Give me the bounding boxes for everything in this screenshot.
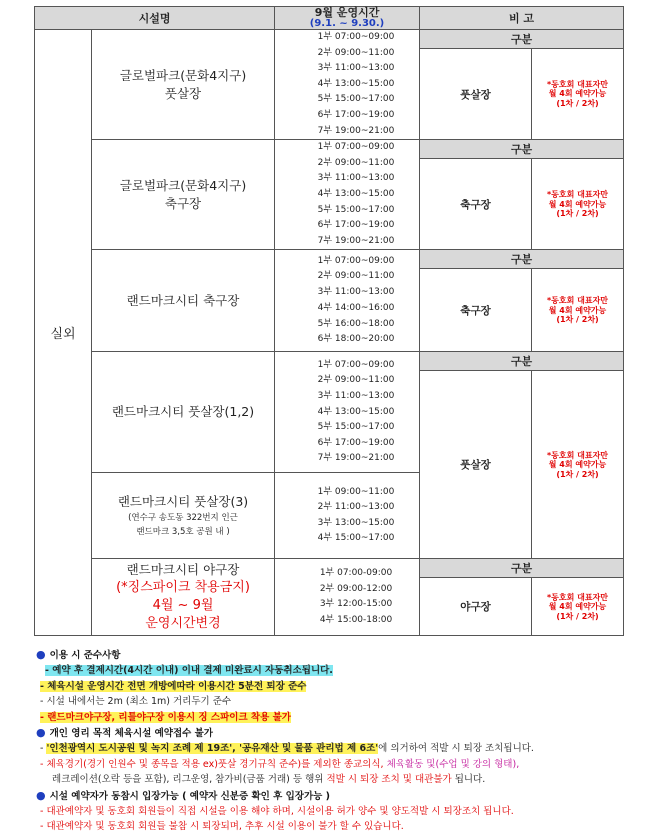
note-line: *동호회 대표자만 (546, 450, 609, 460)
reservation-note (532, 578, 624, 636)
time-slot: 4부 13:00~15:00 (317, 78, 395, 89)
bullet-icon: ● (36, 648, 46, 661)
note-line: 월 4회 예약가능 (548, 460, 607, 470)
facility-name (92, 473, 275, 559)
header-facility: 시설명 (35, 7, 275, 30)
facility-type: 축구장 (420, 269, 532, 352)
time-slot: 2부 09:00~11:00 (317, 157, 395, 168)
facility-address-line: 랜드마크 3,5호 공원 내 ) (136, 526, 230, 537)
time-slots (275, 30, 420, 140)
reservation-note (532, 49, 624, 140)
period-change: 4월 ~ 9월 (152, 598, 214, 614)
time-slot: 7부 19:00~21:00 (317, 235, 395, 246)
note-line: (1차 / 2차) (556, 98, 599, 108)
kubun-header: 구분 (420, 559, 624, 578)
time-slot: 2부 09:00~11:00 (317, 271, 395, 282)
time-slot: 1부 09:00~11:00 (317, 486, 395, 497)
notes-section-title (36, 788, 636, 804)
time-slot: 4부 14:00~16:00 (317, 302, 395, 313)
note-line: (1차 / 2차) (556, 611, 599, 621)
note-line (36, 741, 636, 756)
note-line: 월 4회 예약가능 (548, 199, 607, 209)
time-slot: 7부 19:00~21:00 (317, 453, 395, 464)
facility-name (92, 559, 275, 636)
time-slots (275, 352, 420, 473)
section-heading: 시설 예약자가 동참시 입장가능 ( 예약자 신분증 확인 후 입장가능 ) (49, 790, 330, 802)
note-line (36, 679, 636, 694)
time-slots (275, 140, 420, 250)
note-text: - 체육경기(경기 인원수 및 종목을 적용 ex)풋살 경기규칙 준수)를 제외한 종교의식, (40, 758, 387, 770)
law-reference: '인천광역시 도시공원 및 녹지 조례 제 19조', '공유재산 및 물품 관리법 제 6조' (46, 743, 379, 755)
spike-warning: (*징스파이크 착용금지) (116, 580, 250, 596)
distancing-notice: - 시설 내에서는 2m (최소 1m) 거리두기 준수 (40, 696, 232, 708)
time-slots (275, 250, 420, 352)
kubun-header: 구분 (420, 140, 624, 159)
note-line: *동호회 대표자만 (546, 296, 609, 306)
header-remark: 비 고 (420, 7, 624, 30)
note-line (36, 757, 636, 772)
time-slot: 3부 11:00~13:00 (317, 63, 395, 74)
note-line: (1차 / 2차) (556, 469, 599, 479)
bullet-icon: ● (36, 726, 46, 740)
time-slot: 6부 18:00~20:00 (317, 334, 395, 345)
time-slot: 3부 11:00~13:00 (317, 173, 395, 184)
header-schedule-title: 9월 운영시간 (314, 6, 380, 19)
notes-section-title (36, 647, 636, 663)
facility-name-line: 글로벌파크(문화4지구) (119, 177, 247, 193)
time-slot: 3부 11:00~13:00 (317, 390, 395, 401)
facility-address-line: (연수구 송도동 322번지 인근 (128, 512, 238, 523)
note-line: 월 4회 예약가능 (548, 602, 607, 612)
facility-type: 축구장 (420, 159, 532, 250)
facility-name (92, 250, 275, 352)
time-slot: 3부 12:00-15:00 (319, 599, 393, 610)
time-slot: 6부 17:00~19:00 (317, 220, 395, 231)
time-slot: 5부 15:00~17:00 (317, 204, 395, 215)
facility-name (92, 352, 275, 473)
reservation-note (532, 269, 624, 352)
facility-name-line: 글로벌파크(문화4지구) (119, 67, 247, 83)
time-slot: 4부 13:00~15:00 (317, 406, 395, 417)
time-slot: 4부 13:00~15:00 (317, 188, 395, 199)
note-line: 월 4회 예약가능 (548, 305, 607, 315)
facility-name-line: 축구장 (164, 195, 202, 211)
header-schedule (275, 7, 420, 30)
time-slot: 4부 15:00-18:00 (319, 614, 393, 625)
note-line: *동호회 대표자만 (546, 190, 609, 200)
time-slot: 7부 19:00~21:00 (317, 125, 395, 136)
facility-type: 야구장 (420, 578, 532, 636)
kubun-header: 구분 (420, 30, 624, 49)
time-slot: 6부 17:00~19:00 (317, 109, 395, 120)
schedule-table (34, 6, 624, 636)
spike-notice: - 랜드마크야구장, 리틀야구장 이용시 징 스파이크 착용 불가 (40, 711, 291, 723)
time-slot: 2부 11:00~13:00 (317, 502, 395, 513)
note-line: *동호회 대표자만 (546, 79, 609, 89)
note-line: 월 4회 예약가능 (548, 89, 607, 99)
facility-name-line: 랜드마크시티 야구장 (126, 562, 240, 578)
facility-type: 풋살장 (420, 371, 532, 559)
facility-name-line: 풋살장 (164, 85, 202, 101)
facility-name (92, 30, 275, 140)
note-line: (1차 / 2차) (556, 209, 599, 219)
note-line (36, 694, 636, 709)
time-slot: 5부 16:00~18:00 (317, 318, 395, 329)
time-slot: 2부 09:00~11:00 (317, 375, 395, 386)
section-heading: 개인 영리 목적 체육시설 예약접수 불가 (49, 728, 213, 740)
kubun-header: 구분 (420, 352, 624, 371)
note-line: - 대관예약자 및 동호회 회원들 불참 시 퇴장되며, 추후 시설 이용이 불가 할 수 있습니다. (40, 821, 404, 833)
note-line (36, 772, 636, 787)
time-slot: 1부 07:00~09:00 (317, 359, 395, 370)
time-slot: 1부 07:00~09:00 (317, 255, 395, 266)
exit-notice: - 체육시설 운영시간 전면 개방에따라 이용시간 5분전 퇴장 준수 (40, 680, 307, 692)
note-line: (1차 / 2차) (556, 315, 599, 325)
facility-type: 풋살장 (420, 49, 532, 140)
time-slot: 3부 13:00~15:00 (317, 517, 395, 528)
reservation-note (532, 159, 624, 250)
note-text: 레크레이션(오락 등을 포함), 리그운영, 참가비(금품 거래) 등 행위 (52, 774, 327, 786)
time-slots (275, 559, 420, 636)
kubun-header: 구분 (420, 250, 624, 269)
note-line (36, 663, 636, 678)
time-slot: 6부 17:00~19:00 (317, 437, 395, 448)
note-text: 체육활동 및(수업 및 강의 형태), (386, 758, 520, 770)
time-slots (275, 473, 420, 559)
note-text: 에 의거하여 적발 시 퇴장 조치됩니다. (378, 743, 534, 755)
facility-name-line: 랜드마크시티 축구장 (126, 292, 240, 308)
usage-notes (36, 647, 636, 835)
notes-section-title (36, 725, 636, 741)
time-slot: 3부 11:00~13:00 (317, 287, 395, 298)
time-slot: 4부 15:00~17:00 (317, 533, 395, 544)
time-slot: 1부 07:00~09:00 (317, 32, 395, 42)
note-line: *동호회 대표자만 (546, 592, 609, 602)
facility-name (92, 140, 275, 250)
note-line: - 대관예약자 및 동호회 회원들이 직접 시설을 이용 해야 하며, 시설이용 허가 양수 및 양도적발 시 퇴장조치 됩니다. (40, 806, 514, 818)
note-text: 됩니다. (451, 774, 486, 786)
header-schedule-period: (9.1. ~ 9.30.) (309, 18, 385, 29)
note-text: 적발 시 퇴장 조치 및 대관불가 (326, 774, 452, 786)
time-slot: 2부 09:00-12:00 (319, 583, 393, 594)
time-slot: 5부 15:00~17:00 (317, 422, 395, 433)
time-slot: 1부 07:00-09:00 (319, 568, 393, 579)
time-slot: 5부 15:00~17:00 (317, 94, 395, 105)
facility-name-line: 랜드마크시티 풋살장(3) (117, 493, 249, 509)
note-text: - (40, 743, 47, 755)
note-line (36, 710, 636, 725)
auto-cancel-notice: - 예약 후 결제시간(4시간 이내) 이내 결제 미완료시 자동취소됩니다. (45, 665, 333, 677)
reservation-note (532, 371, 624, 559)
period-change: 운영시간변경 (145, 616, 221, 632)
bullet-icon: ● (36, 788, 46, 802)
category-outdoor: 실외 (35, 30, 92, 636)
time-slot: 1부 07:00~09:00 (317, 142, 395, 153)
time-slot: 2부 09:00~11:00 (317, 47, 395, 58)
facility-name-line: 랜드마크시티 풋살장(1,2) (111, 404, 255, 420)
section-heading: 이용 시 준수사항 (49, 650, 121, 661)
